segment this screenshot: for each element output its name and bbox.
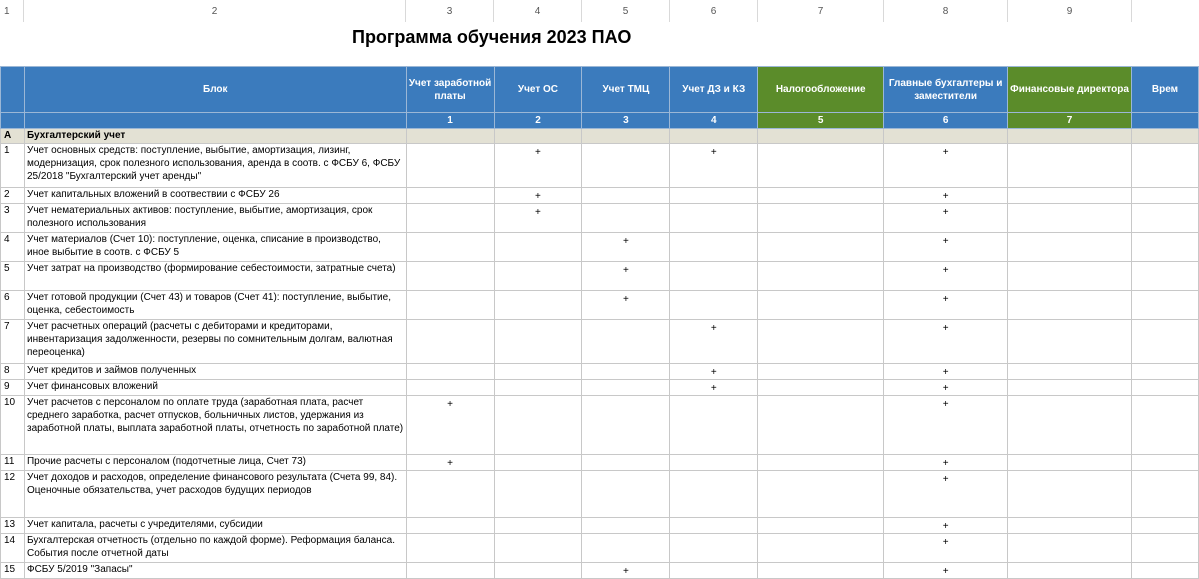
column-letter[interactable]: 4 — [494, 0, 582, 22]
mark-cell[interactable] — [494, 380, 582, 396]
row-topic[interactable]: Учет капитала, расчеты с учредителями, субсидии — [24, 518, 406, 534]
mark-cell[interactable] — [1008, 455, 1132, 471]
mark-cell[interactable] — [1008, 320, 1132, 364]
header-cell-finance-directors[interactable]: Финансовые директора — [1008, 67, 1132, 113]
number-cell[interactable]: 7 — [1008, 113, 1132, 129]
mark-cell[interactable]: + — [884, 396, 1008, 455]
row-number[interactable]: 6 — [1, 291, 25, 320]
mark-cell[interactable] — [406, 518, 494, 534]
column-letter[interactable]: 1 — [0, 0, 24, 22]
mark-cell[interactable] — [406, 320, 494, 364]
row-number[interactable]: 12 — [1, 471, 25, 518]
header-number-row — [1, 113, 1199, 129]
mark-cell[interactable] — [670, 455, 758, 471]
mark-cell[interactable]: + — [670, 380, 758, 396]
mark-cell[interactable] — [758, 320, 884, 364]
row-number[interactable]: 9 — [1, 380, 25, 396]
mark-cell[interactable] — [1131, 144, 1198, 188]
section-cell[interactable] — [1131, 129, 1198, 144]
mark-cell[interactable] — [582, 320, 670, 364]
number-cell[interactable] — [1131, 113, 1198, 129]
mark-cell[interactable] — [758, 233, 884, 262]
mark-cell[interactable] — [758, 534, 884, 563]
column-letter[interactable]: 5 — [582, 0, 670, 22]
mark-cell[interactable] — [582, 534, 670, 563]
mark-cell[interactable] — [1131, 563, 1198, 579]
table-body — [1, 144, 1199, 579]
section-row — [1, 129, 1199, 144]
section-label[interactable]: Бухгалтерский учет — [24, 129, 406, 144]
mark-cell[interactable] — [1008, 534, 1132, 563]
number-cell[interactable]: 2 — [494, 113, 582, 129]
mark-cell[interactable] — [758, 396, 884, 455]
row-number[interactable]: 5 — [1, 262, 25, 291]
mark-cell[interactable] — [494, 291, 582, 320]
header-cell-truncated[interactable]: Врем — [1131, 67, 1198, 113]
number-cell[interactable]: 6 — [884, 113, 1008, 129]
section-letter[interactable]: А — [1, 129, 25, 144]
mark-cell[interactable] — [582, 396, 670, 455]
mark-cell[interactable] — [494, 534, 582, 563]
mark-cell[interactable] — [670, 563, 758, 579]
mark-cell[interactable] — [1131, 364, 1198, 380]
mark-cell[interactable]: + — [884, 364, 1008, 380]
row-topic[interactable]: Бухгалтерская отчетность (отдельно по каждой форме). Реформация баланса. События после отчетной даты — [24, 534, 406, 563]
mark-cell[interactable] — [1008, 518, 1132, 534]
mark-cell[interactable]: + — [884, 534, 1008, 563]
header-cell-receivables[interactable]: Учет ДЗ и КЗ — [670, 67, 758, 113]
row-number[interactable]: 2 — [1, 188, 25, 204]
section-cell[interactable] — [670, 129, 758, 144]
mark-cell[interactable] — [1008, 204, 1132, 233]
row-topic[interactable]: ФСБУ 5/2019 "Запасы" — [24, 563, 406, 579]
mark-cell[interactable] — [758, 364, 884, 380]
header-cell-inventory[interactable]: Учет ТМЦ — [582, 67, 670, 113]
table-row — [1, 471, 1199, 518]
mark-cell[interactable] — [1008, 380, 1132, 396]
mark-cell[interactable] — [758, 188, 884, 204]
mark-cell[interactable] — [758, 471, 884, 518]
mark-cell[interactable] — [406, 144, 494, 188]
mark-cell[interactable]: + — [884, 233, 1008, 262]
mark-cell[interactable] — [494, 518, 582, 534]
mark-cell[interactable] — [670, 471, 758, 518]
column-letter[interactable]: 3 — [406, 0, 494, 22]
mark-cell[interactable] — [670, 534, 758, 563]
mark-cell[interactable] — [582, 204, 670, 233]
mark-cell[interactable] — [1131, 380, 1198, 396]
section-cell[interactable] — [884, 129, 1008, 144]
row-number[interactable]: 14 — [1, 534, 25, 563]
column-letter[interactable]: 8 — [884, 0, 1008, 22]
mark-cell[interactable] — [494, 364, 582, 380]
table-row — [1, 144, 1199, 188]
table-row — [1, 380, 1199, 396]
mark-cell[interactable] — [1131, 233, 1198, 262]
row-topic[interactable]: Учет затрат на производство (формирование себестоимости, затратные счета) — [24, 262, 406, 291]
table-row — [1, 204, 1199, 233]
mark-cell[interactable] — [670, 262, 758, 291]
mark-cell[interactable] — [406, 233, 494, 262]
table-row — [1, 291, 1199, 320]
header-cell-block[interactable]: Блок — [24, 67, 406, 113]
row-topic[interactable]: Учет кредитов и займов полученных — [24, 364, 406, 380]
row-topic[interactable]: Учет капитальных вложений в соотвествии с ФСБУ 26 — [24, 188, 406, 204]
mark-cell[interactable] — [406, 471, 494, 518]
mark-cell[interactable] — [582, 518, 670, 534]
mark-cell[interactable] — [1131, 188, 1198, 204]
row-number[interactable]: 15 — [1, 563, 25, 579]
number-cell[interactable]: 5 — [758, 113, 884, 129]
mark-cell[interactable] — [582, 471, 670, 518]
row-number[interactable]: 10 — [1, 396, 25, 455]
mark-cell[interactable] — [670, 291, 758, 320]
table-row — [1, 396, 1199, 455]
mark-cell[interactable] — [1131, 291, 1198, 320]
section-cell[interactable] — [406, 129, 494, 144]
row-number[interactable]: 7 — [1, 320, 25, 364]
mark-cell[interactable]: + — [582, 262, 670, 291]
row-topic[interactable]: Учет основных средств: поступление, выбытие, амортизация, лизинг, модернизация, срок полезного использования, аренда в соотв. с ФСБУ 6, ФСБУ 25/2018 "Бухгалтерский учет аренды" — [24, 144, 406, 188]
mark-cell[interactable] — [406, 364, 494, 380]
mark-cell[interactable] — [670, 396, 758, 455]
column-header-bar — [0, 0, 1199, 22]
section-cell[interactable] — [1008, 129, 1132, 144]
mark-cell[interactable] — [758, 291, 884, 320]
mark-cell[interactable]: + — [670, 320, 758, 364]
mark-cell[interactable]: + — [582, 233, 670, 262]
row-number[interactable]: 13 — [1, 518, 25, 534]
table-row — [1, 188, 1199, 204]
mark-cell[interactable] — [1131, 471, 1198, 518]
mark-cell[interactable] — [1008, 188, 1132, 204]
mark-cell[interactable]: + — [884, 291, 1008, 320]
column-letter[interactable]: 9 — [1008, 0, 1132, 22]
row-topic[interactable]: Прочие расчеты с персоналом (подотчетные лица, Счет 73) — [24, 455, 406, 471]
section-cell[interactable] — [758, 129, 884, 144]
mark-cell[interactable] — [1008, 262, 1132, 291]
mark-cell[interactable] — [494, 233, 582, 262]
number-cell[interactable]: 1 — [406, 113, 494, 129]
mark-cell[interactable] — [1131, 320, 1198, 364]
row-number[interactable]: 3 — [1, 204, 25, 233]
mark-cell[interactable]: + — [884, 518, 1008, 534]
header-cell-fixed-assets[interactable]: Учет ОС — [494, 67, 582, 113]
number-cell[interactable] — [1, 113, 25, 129]
header-cell-chief-accountants[interactable]: Главные бухгалтеры и заместители — [884, 67, 1008, 113]
table-row — [1, 364, 1199, 380]
table-row — [1, 262, 1199, 291]
mark-cell[interactable]: + — [884, 262, 1008, 291]
mark-cell[interactable] — [406, 188, 494, 204]
mark-cell[interactable] — [1008, 291, 1132, 320]
mark-cell[interactable] — [758, 144, 884, 188]
mark-cell[interactable] — [1131, 262, 1198, 291]
row-topic[interactable]: Учет материалов (Счет 10): поступление, оценка, списание в производство, иное выбытие в соотв. с ФСБУ 5 — [24, 233, 406, 262]
mark-cell[interactable] — [1008, 144, 1132, 188]
mark-cell[interactable] — [670, 188, 758, 204]
row-number[interactable]: 8 — [1, 364, 25, 380]
mark-cell[interactable] — [758, 518, 884, 534]
mark-cell[interactable]: + — [884, 204, 1008, 233]
mark-cell[interactable]: + — [582, 563, 670, 579]
mark-cell[interactable] — [1008, 471, 1132, 518]
mark-cell[interactable] — [406, 291, 494, 320]
mark-cell[interactable] — [1131, 518, 1198, 534]
mark-cell[interactable] — [494, 262, 582, 291]
mark-cell[interactable] — [494, 455, 582, 471]
mark-cell[interactable]: + — [884, 188, 1008, 204]
section-cell[interactable] — [582, 129, 670, 144]
mark-cell[interactable] — [1008, 364, 1132, 380]
number-cell[interactable] — [24, 113, 406, 129]
sheet-title-row — [0, 22, 1199, 50]
number-cell[interactable]: 3 — [582, 113, 670, 129]
mark-cell[interactable]: + — [406, 455, 494, 471]
mark-cell[interactable]: + — [884, 471, 1008, 518]
table-row — [1, 320, 1199, 364]
mark-cell[interactable]: + — [884, 455, 1008, 471]
mark-cell[interactable]: + — [494, 204, 582, 233]
mark-cell[interactable] — [1008, 396, 1132, 455]
mark-cell[interactable] — [406, 262, 494, 291]
header-cell-payroll[interactable]: Учет заработной платы — [406, 67, 494, 113]
mark-cell[interactable]: + — [884, 380, 1008, 396]
mark-cell[interactable] — [758, 380, 884, 396]
mark-cell[interactable]: + — [670, 144, 758, 188]
mark-cell[interactable] — [494, 471, 582, 518]
mark-cell[interactable] — [758, 455, 884, 471]
mark-cell[interactable] — [582, 380, 670, 396]
mark-cell[interactable] — [1008, 233, 1132, 262]
mark-cell[interactable]: + — [884, 144, 1008, 188]
mark-cell[interactable] — [1131, 204, 1198, 233]
mark-cell[interactable] — [758, 563, 884, 579]
mark-cell[interactable] — [494, 320, 582, 364]
mark-cell[interactable] — [758, 204, 884, 233]
number-cell[interactable]: 4 — [670, 113, 758, 129]
column-letter[interactable]: 6 — [670, 0, 758, 22]
table-row — [1, 518, 1199, 534]
row-number[interactable]: 4 — [1, 233, 25, 262]
column-letter[interactable]: 7 — [758, 0, 884, 22]
page-title[interactable]: Программа обучения 2023 ПАО — [352, 27, 632, 47]
mark-cell[interactable]: + — [582, 291, 670, 320]
mark-cell[interactable] — [670, 204, 758, 233]
row-topic[interactable]: Учет финансовых вложений — [24, 380, 406, 396]
row-number[interactable]: 1 — [1, 144, 25, 188]
mark-cell[interactable] — [670, 518, 758, 534]
row-topic[interactable]: Учет расчетных операций (расчеты с дебиторами и кредиторами, инвентаризация задолженности, резервы по сомнительным долгам, валютная переоценка) — [24, 320, 406, 364]
header-row — [1, 67, 1199, 113]
mark-cell[interactable] — [1131, 396, 1198, 455]
table-row — [1, 534, 1199, 563]
mark-cell[interactable] — [582, 364, 670, 380]
header-cell-taxation[interactable]: Налогообложение — [758, 67, 884, 113]
mark-cell[interactable] — [406, 380, 494, 396]
mark-cell[interactable] — [758, 262, 884, 291]
mark-cell[interactable] — [406, 204, 494, 233]
mark-cell[interactable]: + — [494, 144, 582, 188]
mark-cell[interactable] — [670, 233, 758, 262]
mark-cell[interactable] — [406, 534, 494, 563]
header-cell-corner[interactable] — [1, 67, 25, 113]
row-topic[interactable]: Учет расчетов с персоналом по оплате труда (заработная плата, расчет среднего заработка, расчет отпусков, больничных листов, удержания из заработной платы, выплата заработной платы, отчетность по заработной плате) — [24, 396, 406, 455]
mark-cell[interactable]: + — [406, 396, 494, 455]
mark-cell[interactable] — [582, 188, 670, 204]
mark-cell[interactable]: + — [884, 320, 1008, 364]
column-letter[interactable]: 2 — [24, 0, 406, 22]
mark-cell[interactable] — [406, 563, 494, 579]
mark-cell[interactable]: + — [884, 563, 1008, 579]
mark-cell[interactable]: + — [494, 188, 582, 204]
mark-cell[interactable] — [1131, 455, 1198, 471]
mark-cell[interactable] — [494, 396, 582, 455]
training-table — [0, 66, 1199, 579]
row-topic[interactable]: Учет готовой продукции (Счет 43) и товаров (Счет 41): поступление, выбытие, оценка, себестоимость — [24, 291, 406, 320]
row-topic[interactable]: Учет нематериальных активов: поступление, выбытие, амортизация, срок полезного использования — [24, 204, 406, 233]
mark-cell[interactable] — [1008, 563, 1132, 579]
mark-cell[interactable]: + — [670, 364, 758, 380]
mark-cell[interactable] — [582, 455, 670, 471]
table-row — [1, 563, 1199, 579]
mark-cell[interactable] — [1131, 534, 1198, 563]
table-row — [1, 455, 1199, 471]
section-cell[interactable] — [494, 129, 582, 144]
row-number[interactable]: 11 — [1, 455, 25, 471]
mark-cell[interactable] — [494, 563, 582, 579]
table-row — [1, 233, 1199, 262]
row-topic[interactable]: Учет доходов и расходов, определение финансового результата (Счета 99, 84). Оценочные обязательства, учет расходов будущих периодов — [24, 471, 406, 518]
mark-cell[interactable] — [582, 144, 670, 188]
